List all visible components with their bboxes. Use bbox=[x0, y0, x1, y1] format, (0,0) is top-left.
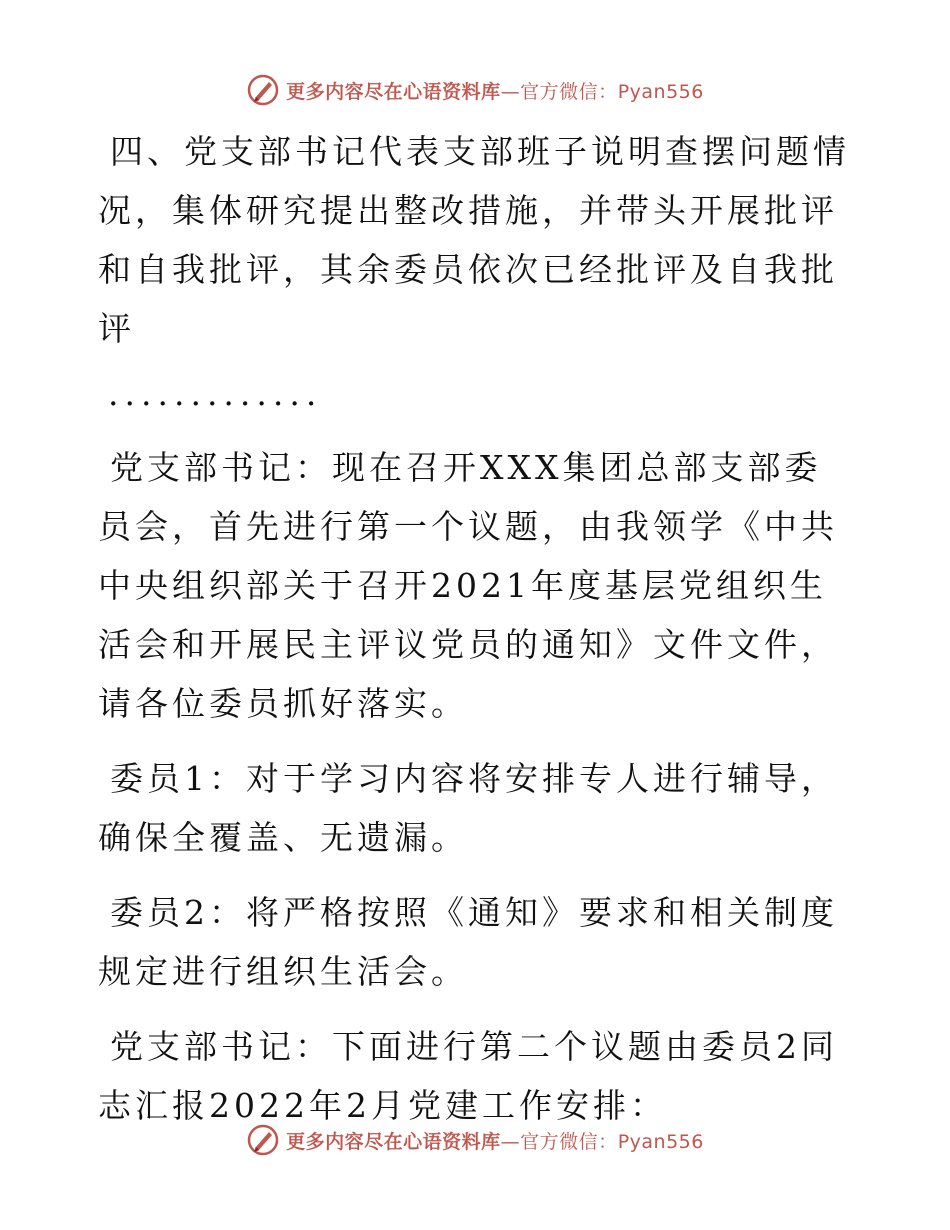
paragraph-member-2: 委员2：将严格按照《通知》要求和相关制度规定进行组织生活会。 bbox=[98, 893, 838, 991]
pen-logo-icon bbox=[246, 73, 280, 107]
paragraph-section-four: 四、党支部书记代表支部班子说明查摆问题情况，集体研究提出整改措施，并带头开展批评和自我批评，其余委员依次已经批评及自我批评 bbox=[98, 132, 850, 348]
paragraph-secretary-opening: 党支部书记：现在召开XXX集团总部支部委员会，首先进行第一个议题，由我领学《中共中央组织部关于召开2021年度基层党组织生活会和开展民主评议党员的通知》文件文件，请各位委员抓好落实。 bbox=[98, 448, 838, 723]
header-watermark bbox=[0, 72, 950, 108]
watermark-text: 更多内容尽在心语资料库—官方微信：Pyan556 bbox=[286, 80, 704, 103]
document-body bbox=[98, 122, 850, 1151]
footer-watermark bbox=[0, 1122, 950, 1158]
ellipsis-line: ............. bbox=[108, 374, 323, 413]
pen-logo-icon bbox=[246, 1123, 280, 1157]
watermark-text: 更多内容尽在心语资料库—官方微信：Pyan556 bbox=[286, 1130, 704, 1153]
paragraph-secretary-second-topic: 党支部书记：下面进行第二个议题由委员2同志汇报2022年2月党建工作安排： bbox=[98, 1027, 838, 1125]
paragraph-member-1: 委员1：对于学习内容将安排专人进行辅导，确保全覆盖、无遗漏。 bbox=[98, 759, 838, 857]
